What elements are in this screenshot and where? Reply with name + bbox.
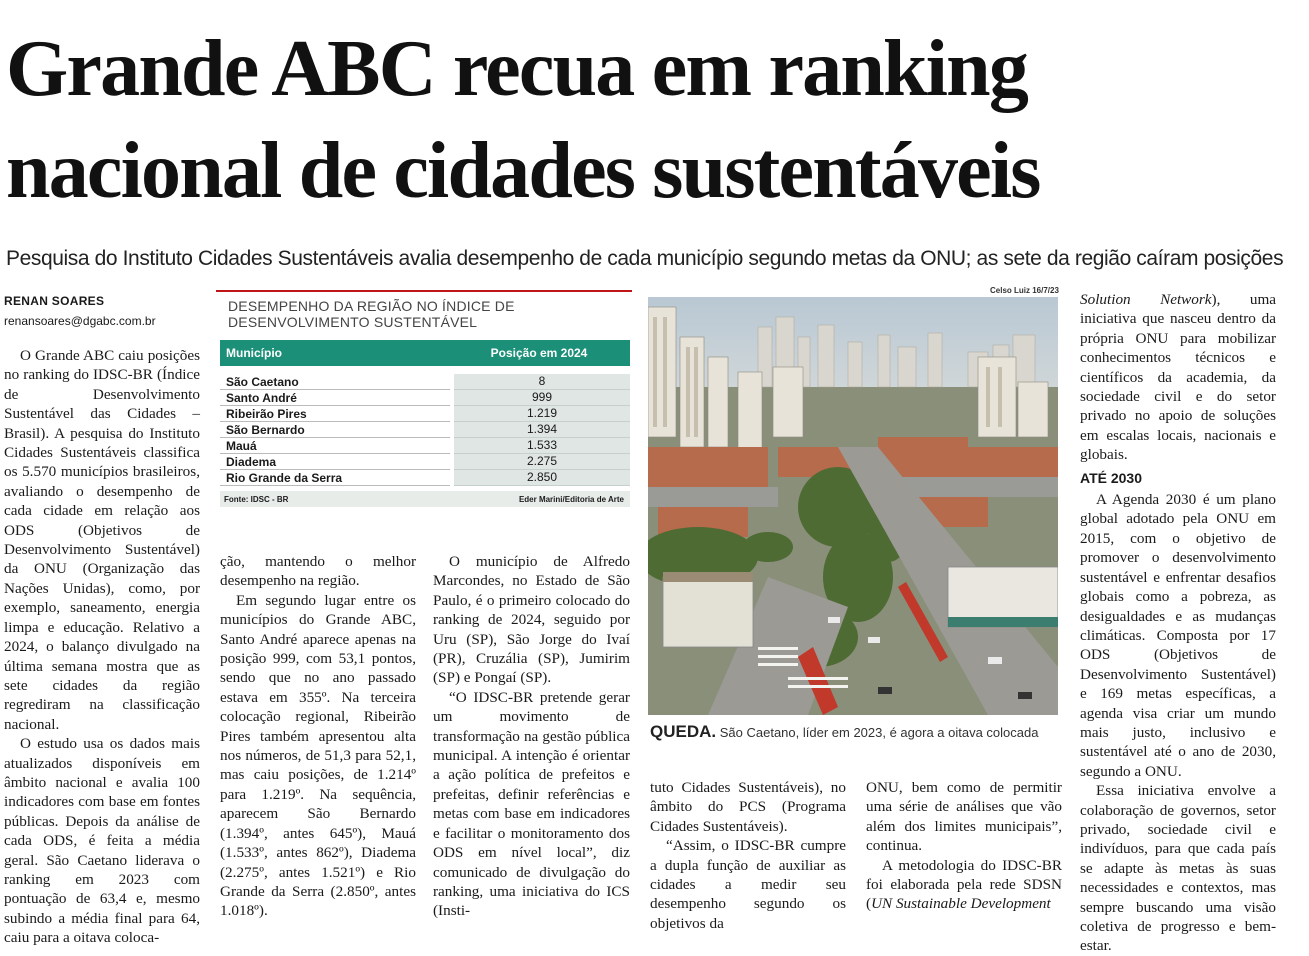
photo-credit: Celso Luiz 16/7/23	[990, 286, 1059, 295]
position-cell: 8	[454, 374, 630, 390]
ranking-table	[216, 290, 632, 510]
caption-text: São Caetano, líder em 2023, é agora a oitava colocada	[719, 725, 1039, 740]
author-name: RENAN SOARES	[4, 294, 105, 308]
table-row	[220, 406, 630, 422]
city-cell: Santo André	[226, 391, 297, 405]
table-body	[220, 374, 630, 486]
article-column-1	[4, 346, 200, 948]
table-row	[220, 422, 630, 438]
table-top-rule	[216, 290, 632, 292]
text-span: ), uma iniciativa que nasceu dentro da própria ONU para mobilizar conhecimentos técnicos e científicos da academia, da sociedade civil e do setor privado no apoio de soluções em escalas locais, nacionais e globais.	[1080, 291, 1276, 464]
italic-text: UN Sustainable Development	[871, 895, 1051, 913]
column-header-posicao: Posição em 2024	[490, 346, 588, 360]
table-row	[220, 438, 630, 454]
city-cell: Ribeirão Pires	[226, 407, 307, 421]
table-title: DESEMPENHO DA REGIÃO NO ÍNDICE DE DESENVOLVIMENTO SUSTENTÁVEL	[228, 298, 515, 330]
table-credit: Eder Marini/Editoria de Arte	[518, 495, 624, 504]
paragraph: ONU, bem como de permitir uma série de análises que vão além dos limites municipais”, continua.	[866, 779, 1062, 855]
article-column-5	[866, 778, 1062, 914]
paragraph: O estudo usa os dados mais atualizados disponíveis em âmbito nacional e avalia 100 indicadores com base em fontes públicas. Depois da análise de cada ODS, é feita a média geral. São Caetano liderava o ranking em 2023 com pontuação de 63,4 e, mesmo subindo a média final para 64, caiu para a oitava coloca-	[4, 735, 200, 947]
paragraph: A Agenda 2030 é um plano global adotado pela ONU em 2015, com o objetivo de promover o desenvolvimento sustentável e enfrentar desafios globais como a pobreza, as desigualdades e as mudanças climáticas. Composta por 17 ODS (Objetivos de Desenvolvimento Sustentável) e 169 metas específicas, a agenda visa criar um mundo mais justo, inclusivo e sustentável até o ano de 2030, segundo a ONU.	[1080, 491, 1276, 780]
table-footer	[220, 491, 630, 507]
paragraph: ção, mantendo o melhor desempenho na região.	[220, 553, 416, 590]
city-cell: Diadema	[226, 455, 277, 469]
paragraph: tuto Cidades Sustentáveis), no âmbito do PCS (Programa Cidades Sustentáveis).	[650, 779, 846, 835]
city-cell: São Caetano	[226, 375, 299, 389]
table-row	[220, 454, 630, 470]
section-heading: ATÉ 2030	[1080, 469, 1142, 486]
position-cell: 1.533	[454, 438, 630, 454]
city-cell: Mauá	[226, 439, 257, 453]
italic-text: Solution Network	[1080, 291, 1212, 308]
subheadline: Pesquisa do Instituto Cidades Sustentáveis avalia desempenho de cada município segundo metas da ONU; as sete da região caíram posições	[6, 247, 1284, 270]
city-aerial-photo	[648, 297, 1058, 715]
city-cell: São Bernardo	[226, 423, 305, 437]
position-cell: 1.394	[454, 422, 630, 438]
position-cell: 999	[454, 390, 630, 406]
author-email: renansoares@dgabc.com.br	[4, 314, 156, 328]
column-header-municipio: Município	[226, 346, 282, 360]
text-span: A metodologia do IDSC-BR foi elaborada pela rede SDSN (	[866, 856, 1062, 913]
paragraph: “Assim, o IDSC-BR cumpre a dupla função de auxiliar as cidades a medir seu desempenho segundo os objetivos da	[650, 837, 846, 932]
photo-caption	[650, 722, 1070, 742]
position-cell: 1.219	[454, 406, 630, 422]
paragraph	[1080, 290, 1276, 465]
headline: Grande ABC recua em ranking nacional de cidades sustentáveis	[6, 25, 1040, 215]
paragraph: Essa iniciativa envolve a colaboração de governos, setor privado, sociedade civil e indivíduos, para que cada país se adapte às metas às suas necessidades e contextos, mas sempre buscando uma visão coletiva de progresso e bem-estar.	[1080, 782, 1276, 955]
position-cell: 2.275	[454, 454, 630, 470]
article-column-2	[220, 552, 416, 921]
paragraph: O município de Alfredo Marcondes, no Estado de São Paulo, é o primeiro colocado do ranking de 2024, seguido por Uru (SP), São Jorge do Ivaí (PR), Cruzália (SP), Jumirim (SP) e Pongaí (SP).	[433, 553, 630, 687]
paragraph: O Grande ABC caiu posições no ranking do IDSC-BR (Índice de Desenvolvimento Sustentável das Cidades – Brasil). A pesquisa do Instituto Cidades Sustentáveis classifica os 5.570 municípios brasileiros, avaliando o desempenho de cada cidade em relação aos ODS (Objetivos de Desenvolvimento Sustentável) da ONU (Organização das Nações Unidas), como, por exemplo, saneamento, energia limpa e educação. Relativo a 2024, o balanço divulgado na última semana mostra que as sete cidades da região regrediram na classificação nacional.	[4, 347, 200, 733]
paragraph	[866, 856, 1062, 914]
table-row	[220, 470, 630, 486]
article-column-6	[1080, 290, 1276, 956]
city-cell: Rio Grande da Serra	[226, 471, 343, 485]
table-row	[220, 374, 630, 390]
article-column-3	[433, 552, 630, 921]
article-column-4	[650, 778, 846, 933]
table-header	[220, 340, 630, 366]
table-source: Fonte: IDSC - BR	[224, 495, 289, 504]
caption-kicker: QUEDA.	[650, 722, 717, 741]
position-cell: 2.850	[454, 470, 630, 486]
table-row	[220, 390, 630, 406]
paragraph: Em segundo lugar entre os municípios do Grande ABC, Santo André aparece apenas na posição 999, com 53,1 pontos, sendo que no ano passado estava em 355º. Na terceira colocação regional, Ribeirão Pires também apresentou alta nos números, de 51,3 para 52,1, mas caiu posições, de 1.214º para 1.219º. Na sequência, aparecem São Bernardo (1.394º, antes 645º), Mauá (1.533º, antes 862º), Diadema (2.275º, antes 1.521º) e Rio Grande da Serra (2.850º, antes 1.018º).	[220, 591, 416, 920]
paragraph: “O IDSC-BR pretende gerar um movimento de transformação na gestão pública municipal. A intenção é orientar a ação política de prefeitos e prefeitas, definir referências e metas com base em indicadores e facilitar o monitoramento dos ODS em nível local”, diz comunicado de divulgação do ranking, uma iniciativa do ICS (Insti-	[433, 688, 630, 920]
